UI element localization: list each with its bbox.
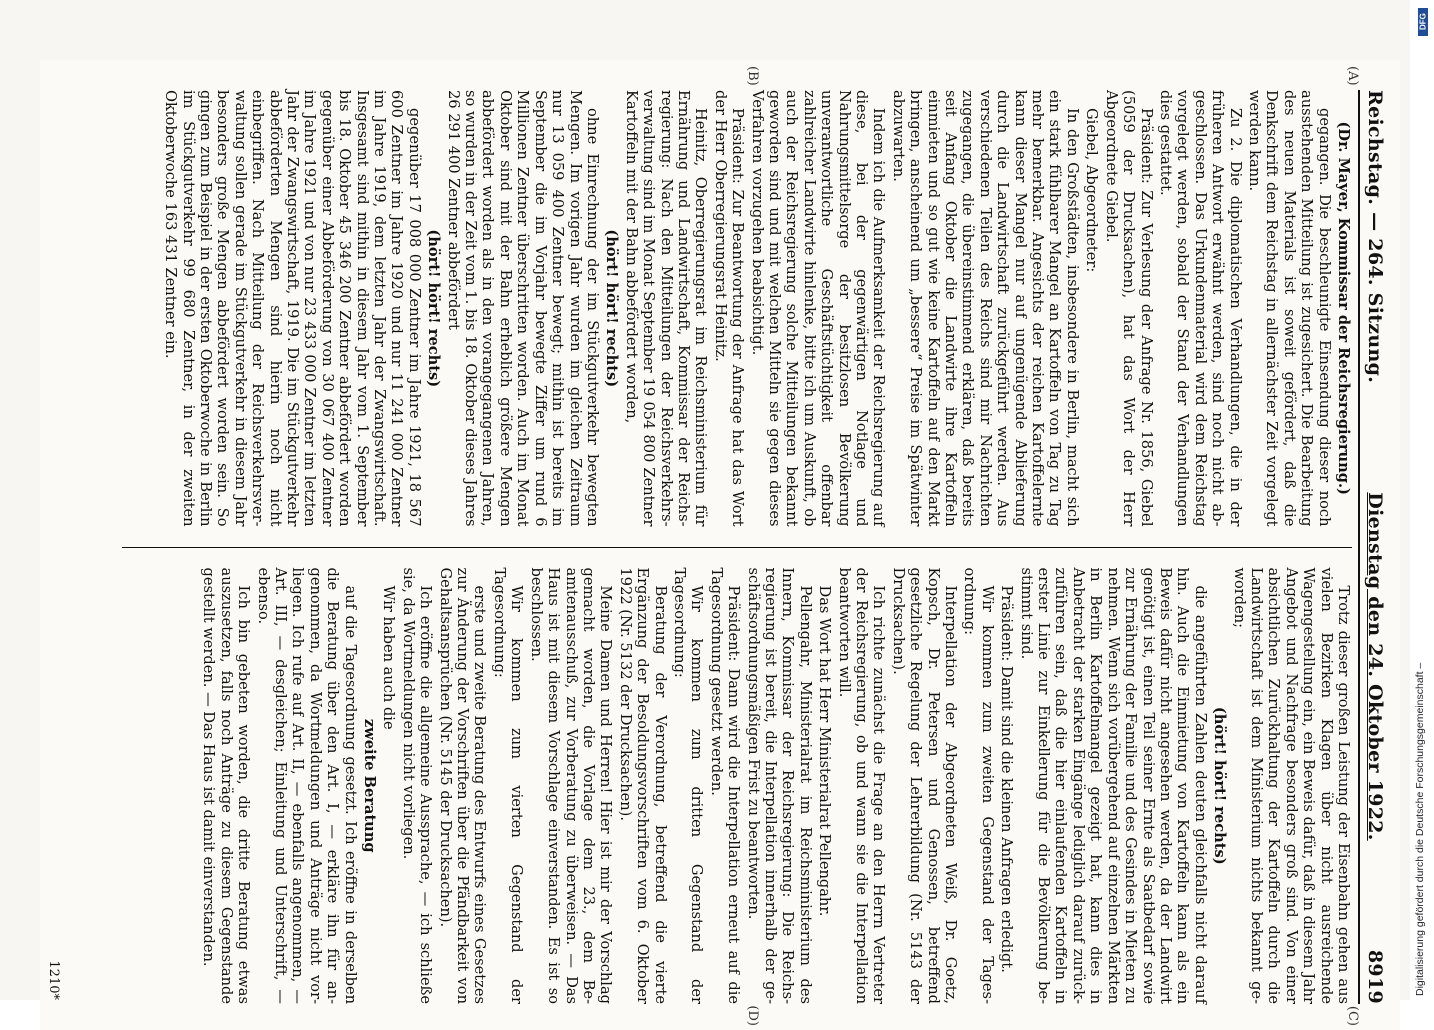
header-date: Dienstag den 24. Oktober 1922.: [1364, 492, 1386, 841]
paragraph: zweite Beratung: [361, 718, 379, 853]
paragraph: In den Großstädten, insbesondere in Berlin, macht sich ein stark fühlbarer Mangel an Kartoffeln von Tag zu Tag mehr bemerkbar. Angesichts der reichen Kartoffelernte kann dieser Mangel nur auf ungenügende Ablieferung durch die Landwirtschaft zurückgeführt werden. Aus verschiedenen Teilen des Reichs sind mir Nachrichten zugegangen, die übereinstimmend erklären, daß bereits seit Anfang Oktober die Landwirte ihre Kartoffeln einmieten und so gut wie keine Kartoffeln auf den Markt bringen, anscheinend um „bessere“ Preise im Spätwinter abzuwarten.: [889, 90, 1081, 527]
footer-mark: 1210*: [46, 960, 61, 1000]
paragraph: gegenüber 17 008 000 Zentner im Jahre 1921, 18 567 600 Zentner im Jahre 1920 und nur 11 241 000 Zentner im Jahre 1919, dem letzten Jahr der Zwangswirtschaft. Insgesamt sind mithin in diesem Jahr vom 1. September bis 18. Oktober 45 346 200 Zentner abbefördert worden gegenüber einer Abbeförderung von 30 067 400 Zentner im Jahre 1921 und von nur 23 433 000 Zentner im letzten Jahr der Zwangswirtschaft, 1919. Die im Stückgutverkehr abbeförderten Mengen sind hierin noch nicht einbegriffen. Nach Mitteilung der Reichsverkehrsverwaltung sollen gerade im Stückgutverkehr in diesem Jahr besonders große Mengen abbefördert worden sein. So gingen zum Beispiel in der ersten Oktoberwoche in Berlin im Stückgutverkehr 99 680 Zentner, in der zweiten Oktoberwoche 163 431 Zentner ein.: [162, 90, 423, 527]
paragraph: Das Wort hat Herr Ministerialrat Pellengahr.: [816, 585, 834, 917]
paragraph: Wir haben auch die: [380, 585, 398, 730]
page-header: [1358, 90, 1386, 1004]
column-divider: [122, 547, 1352, 548]
margin-marker-c: (C): [1345, 1005, 1360, 1026]
paragraph: die angeführten Zahlen deuten gleichfalls nicht darauf hin. Auch die Einmietung von Kartoffeln kann als ein Beweis dafür nicht angesehen werden, da der Landwirt genötigt ist, einen Teil seiner Ernte als Saatbedarf sowie zur Ernährung der Familie und des Gesindes in Mieten zu nehmen. Wenn sich vorübergehend auf einzelnen Märkten in Berlin Kartoffelmangel gezeigt hat, kann dies in Anbetracht der starken Eingänge lediglich darauf zurückzuführen sein, daß die hier einlaufenden Kartoffeln in erster Linie zur Einkellerung für die Bevölkerung bestimmt sind.: [1017, 567, 1209, 1004]
paragraph: Giebel, Abgeordneter:: [1083, 108, 1101, 273]
paragraph: Präsident: Zur Beantwortung der Anfrage hat das Wort der Herr Oberregierungsrat Heinitz.: [711, 90, 747, 527]
paragraph: (hört! hört! rechts): [425, 229, 443, 388]
paragraph: Präsident: Zur Verlesung der Anfrage Nr. 1856, Giebel (5059 der Drucksachen), hat das Wort der Herr Abgeordnete Giebel.: [1102, 90, 1155, 527]
paragraph: Zu 2. Die diplomatischen Verhandlungen, die in der früheren Antwort erwähnt werden, sind noch nicht abgeschlossen. Das Urkundenmaterial wird dem Reichstag vorgelegt werden, sobald der Stand der Verhandlungen dies gestattet.: [1156, 90, 1244, 527]
paragraph: Wir kommen zum zweiten Gegenstand der Tagesordnung:: [961, 567, 996, 1004]
paragraph: Pellengahr, Ministerialrat im Reichsministerium des Innern, Kommissar der Reichsregierung: Die Reichsregierung ist bereit, die Interpellation innerhalb der geschäftsordnungsmäßigen Frist zu beantworten.: [744, 567, 814, 1004]
dfg-logo-text: DFG: [1418, 13, 1428, 31]
paragraph: (Dr. Mayer, Kommissar der Reichsregierung.): [1335, 121, 1352, 495]
paragraph: Heinitz, Oberregierungsrat im Reichsministerium für Ernährung und Landwirtschaft, Kommissar der Reichsregierung: Nach den Mitteilungen der Reichsverkehrsverwaltung sind im Monat September 19 054 800 Zentner Kartoffeln mit der Bahn abbefördert worden,: [622, 90, 710, 527]
dfg-logo: [1418, 8, 1428, 36]
page-number: 8919: [1364, 949, 1386, 1004]
paragraph: Beratung der Verordnung, betreffend die vierte Ergänzung der Besoldungsvorschriften vom 6. Oktober 1922 (Nr. 5132 der Drucksachen).: [616, 567, 669, 1004]
header-left: Reichstag. — 264. Sitzung.: [1364, 90, 1386, 384]
left-column: [122, 90, 1352, 527]
paragraph: auf die Tagesordnung gesetzt. Ich eröffne in derselben die Beratung über den Art. I, — erkläre ihn für angenommen, da Wortmeldungen und Anträge nicht vorliegen. Ich rufe auf Art. II, — ebenfalls angenommen, — Art. III, — desgleichen; Einleitung und Unterschrift, — ebenso.: [254, 567, 359, 1004]
paragraph: Präsident: Dann wird die Interpellation erneut auf die Tagesordnung gesetzt werden.: [707, 567, 743, 1004]
paragraph: gegangen. Die beschleunigte Einsendung dieser noch ausstehenden Mitteilung ist zugesichert. Die Bearbeitung des neuen Materials ist soweit gefördert, daß die Denkschrift dem Reichstag in allernächster Zeit vorgelegt werden kann.: [1245, 90, 1333, 527]
paragraph: Ich eröffne die allgemeine Aussprache, — ich schließe sie, da Wortmeldungen nicht vorliegen.: [399, 567, 435, 1004]
paragraph: (hört! hört! rechts): [1211, 706, 1229, 865]
paragraph: ohne Einrechnung der im Stückgutverkehr bewegten Mengen. Im vorigen Jahr wurden im gleichen Zeitraum nur 13 059 400 Zentner bewegt; mithin ist bereits im September die im Vorjahr bewegte Ziffer um rund 6 Millionen Zentner überschritten worden. Auch im Monat Oktober sind mit der Bahn erheblich größere Mengen abbefördert worden als in den vorangegangenen Jahren, so wurden in der Zeit vom 1. bis 18. Oktober dieses Jahres 26 291 400 Zentner abbefördert: [444, 90, 601, 527]
paragraph: Indem ich die Aufmerksamkeit der Reichsregierung auf diese, bei der gegenwärtigen Notlage und Nahrungsmittelsorge der besitzlosen Bevölkerung unverantwortliche Geschäftstüchtigkeit offenbar zahlreicher Landwirte hinlenke, bitte ich um Auskunft, ob auch der Reichsregierung solche Mitteilungen bekannt geworden sind und mit welchen Mitteln sie gegen dieses Verfahren vorzugehen beabsichtigt.: [748, 90, 888, 527]
paragraph: erste und zweite Beratung des Entwurfs eines Gesetzes zur Änderung der Vorschriften über die Pfändbarkeit von Gehaltsansprüchen (Nr. 5145 der Drucksachen).: [436, 567, 489, 1004]
paragraph: Ich richte zunächst die Frage an den Herrn Vertreter der Reichsregierung, ob und wann sie die Interpellation beantworten will.: [835, 567, 888, 1004]
paragraph: Wir kommen zum dritten Gegenstand der Tagesordnung:: [670, 567, 706, 1004]
paragraph: Präsident: Damit sind die kleinen Anfragen erledigt.: [998, 585, 1016, 973]
margin-marker-d: (D): [745, 1005, 760, 1026]
paragraph: Meine Damen und Herren! Hier ist mir der Vorschlag gemacht worden, die Vorlage dem 23., dem Beamtenausschuß, zur Vorberatung zu überweisen. — Das Haus ist mit diesem Vorschlage einverstanden. Es ist so beschlossen.: [527, 567, 615, 1004]
margin-marker-b: (B): [745, 66, 760, 86]
right-column: [122, 568, 1352, 1005]
newspaper-sheet: [40, 60, 1400, 1030]
paragraph: Trotz dieser großen Leistung der Eisenbahn gehen aus vielen Bezirken Klagen über nicht ausreichende Wagengestellung ein, ein Beweis dafür, daß in diesem Jahr Angebot und Nachfrage besonders groß sind. Von einer absichtlichen Zurückhaltung der Kartoffeln durch die Landwirtschaft ist dem Ministerium nichts bekannt geworden;: [1230, 567, 1352, 1004]
margin-marker-a: (A): [1345, 66, 1360, 86]
paragraph: (hört! hört! rechts): [603, 229, 621, 388]
text-columns: [122, 90, 1352, 1004]
digitization-note: Digitalisierung gefördert durch die Deutsche Forschungsgemeinschaft –: [1414, 662, 1426, 996]
paragraph: Wir kommen zum vierten Gegenstand der Tagesordnung:: [490, 567, 526, 1004]
paragraph: Ich bin gebeten worden, die dritte Beratung etwas auszusetzen, falls noch Anträge zu diesem Gegenstande gestellt werden. — Das Haus ist damit einverstanden.: [200, 567, 253, 1004]
paragraph: Interpellation der Abgeordneten Weiß, Dr. Goetz, Kopsch, Dr. Petersen und Genossen, betreffend gesetzliche Regelung der Lehrerbildung (Nr. 5143 der Drucksachen).: [889, 567, 960, 1004]
